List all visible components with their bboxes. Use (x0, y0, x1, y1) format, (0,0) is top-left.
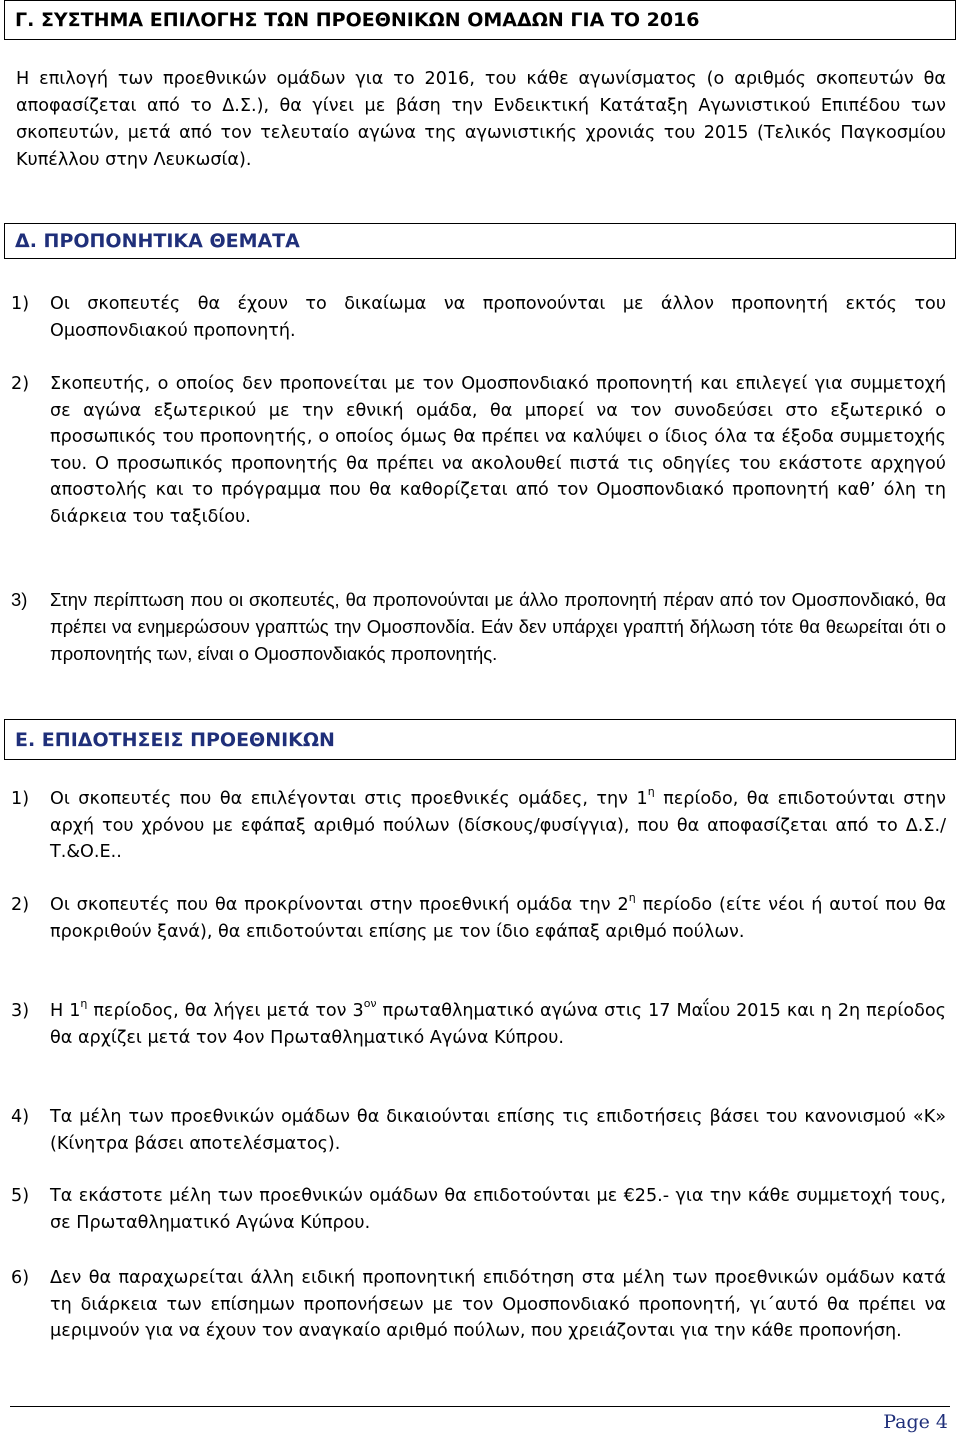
list-item: 1) Οι σκοπευτές θα έχουν το δικαίωμα να προπονούνται με άλλον προπονητή εκτός του Ομοσπονδιακού προπονητή. (11, 294, 946, 341)
list-item: 3) Στην περίπτωση που οι σκοπευτές, θα προπονούνται με άλλο προπονητή πέραν από τον Ομοσπονδιακό, θα πρέπει να ενημερώσουν γραπτώς την Ομοσπονδία. Εάν δεν υπάρχει γραπτή δήλωση τότε θα θεωρείται ότι ο προπονητής των, είναι ο Ομοσπονδιακός προπονητής. (11, 589, 946, 664)
list-item: 5) Τα εκάστοτε μέλη των προεθνικών ομάδων θα επιδοτούνται με €25.- για την κάθε συμμετοχή τους, σε Πρωταθληματικό Αγώνα Κύπρου. (11, 1186, 946, 1233)
section-e-heading: Ε. ΕΠΙΔΟΤΗΣΕΙΣ ΠΡΟΕΘΝΙΚΩΝ (4, 719, 956, 760)
list-item: 2) Οι σκοπευτές που θα προκρίνονται στην προεθνική ομάδα την $2^\eta$ περίοδο (είτε νέοι ή αυτοί που θα προκριθούν ξανά), θα επιδοτούνται επίσης με τον ίδιο εφάπαξ αριθμό πούλων. (11, 891, 946, 942)
list-item: 1) Οι σκοπευτές που θα επιλέγονται στις προεθνικές ομάδες, την $1^\eta$ περίοδο, θα επιδοτούνται στην αρχή του χρόνου με εφάπαξ αριθμό πούλων (δίσκους/φυσίγγια), που θα αποφασίζεται από το Δ.Σ./Τ.&Ο.Ε.. (11, 785, 946, 862)
page-number: Page 4 (883, 1411, 948, 1433)
list-item: 2) Σκοπευτής, ο οποίος δεν προπονείται με τον Ομοσπονδιακό προπονητή και επιλεγεί για συμμετοχή σε αγώνα εξωτερικού με την εθνική ομάδα, θα μπορεί να τον συνοδεύσει στο εξωτερικό ο προσωπικός του προπονητής, ο οποίος όμως θα πρέπει να καλύψει ο ίδιος όλα τα έξοδα συμμετοχής του. Ο προσωπικός προπονητής θα πρέπει να ακολουθεί πιστά τις οδηγίες του εκάστοτε αρχηγού αποστολής και το πρόγραμμα που θα καθορίζεται από τον Ομοσπονδιακό προπονητή καθ’ όλη τη διάρκεια του ταξιδίου. (11, 374, 946, 527)
list-item: 3) Η $1^\eta$ περίοδος, θα λήγει μετά τον $3^{o\nu}$ πρωταθληματικό αγώνα στις 17 Μαΐου 2015 και η 2η περίοδος θα αρχίζει μετά τον 4ον Πρωταθληματικό Αγώνα Κύπρου. (11, 997, 946, 1048)
list-item: 4) Τα μέλη των προεθνικών ομάδων θα δικαιούνται επίσης τις επιδοτήσεις βάσει του κανονισμού «Κ» (Κίνητρα βάσει αποτελέσματος). (11, 1107, 946, 1154)
list-item: 6) Δεν θα παραχωρείται άλλη ειδική προπονητική επιδότηση στα μέλη των προεθνικών ομάδων κατά τη διάρκεια των επίσημων προπονήσεων με τον Ομοσπονδιακό προπονητή, γι΄αυτό θα πρέπει να μεριμνούν για να έχουν τον αναγκαίο αριθμό πούλων, που χρειάζονται για την κάθε προπονήση. (11, 1268, 946, 1341)
footer-divider (10, 1406, 950, 1407)
section-d-heading: Δ. ΠΡΟΠΟΝΗΤΙΚΑ ΘΕΜΑΤΑ (4, 223, 956, 259)
section-g-heading: Γ. ΣΥΣΤΗΜΑ ΕΠΙΛΟΓΗΣ ΤΩΝ ΠΡΟΕΘΝΙΚΩΝ ΟΜΑΔΩΝ ΓΙΑ ΤΟ 2016 (4, 0, 956, 40)
intro-paragraph: Η επιλογή των προεθνικών ομάδων για το 2016, του κάθε αγωνίσματος (ο αριθμός σκοπευτών θα αποφασίζεται από το Δ.Σ.), θα γίνει με βάση την Ενδεικτική Κατάταξη Αγωνιστικού Επιπέδου των σκοπευτών, μετά από τον τελευταίο αγώνα της αγωνιστικής χρονιάς του 2015 (Τελικός Παγκοσμίου Κυπέλλου στην Λευκωσία). (16, 69, 946, 170)
